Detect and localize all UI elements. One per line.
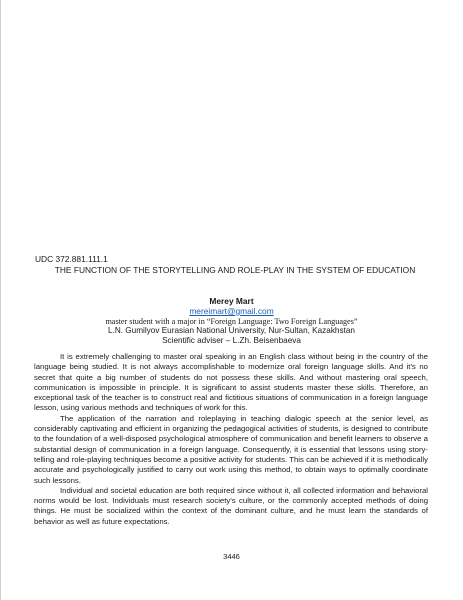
paragraph: It is extremely challenging to master oral speaking in an English class without being in the country of the language being studied. It is not always accomplishable to modernize oral foreign language skills. And it's no secret that quite a big number of students do not possess these skills. And without mastering oral speech, communication is impossible in principle. It is significant to assist students master these skills. Therefore, an exceptional task of the teacher is to construct real and fictitious situations of communication in a foreign language lesson, using various methods and techniques of work for this. xyxy=(34,352,428,413)
author-name: Merey Mart xyxy=(209,296,254,306)
author-affiliation: master student with a major in “Foreign Language: Two Foreign Languages” xyxy=(105,317,358,326)
paragraph: The application of the narration and roleplaying in teaching dialogic speech at the senior level, as considerably captivating and efficient in organizing the pedagogical activities of students, is designed to contribute to the foundation of a well-disposed psychological atmosphere of communication and benefit learners to observe a substantial design of communication in a foreign language. Consequently, it is essential that lessons using story-telling and role-playing techniques become a positive activity for students. This can be achieved if it is methodically accurate and psychologically justified to carry out work using this method, to obtain ways to optimally coordinate such lessons. xyxy=(34,413,428,485)
body-text xyxy=(34,352,428,527)
paper-title: THE FUNCTION OF THE STORYTELLING AND ROLE-PLAY IN THE SYSTEM OF EDUCATION xyxy=(54,265,416,275)
paragraph: Individual and societal education are both required since without it, all collected information and behavioral norms would be lost. Individuals must research society's culture, or the commonly accepted methods of doing things. He must be socialized within the context of the dominant culture, and he must learn the standards of behavior as well as future expectations. xyxy=(34,485,428,526)
author-email-link[interactable]: mereimart@gmail.com xyxy=(189,306,274,316)
page-number: 3446 xyxy=(223,552,240,561)
scientific-adviser: Scientific adviser – L.Zh. Beisenbaeva xyxy=(162,336,301,345)
university-line: L.N. Gumilyov Eurasian National University, Nur-Sultan, Kazakhstan xyxy=(108,326,355,335)
udc-code: UDC 372.881.111.1 xyxy=(35,254,108,264)
